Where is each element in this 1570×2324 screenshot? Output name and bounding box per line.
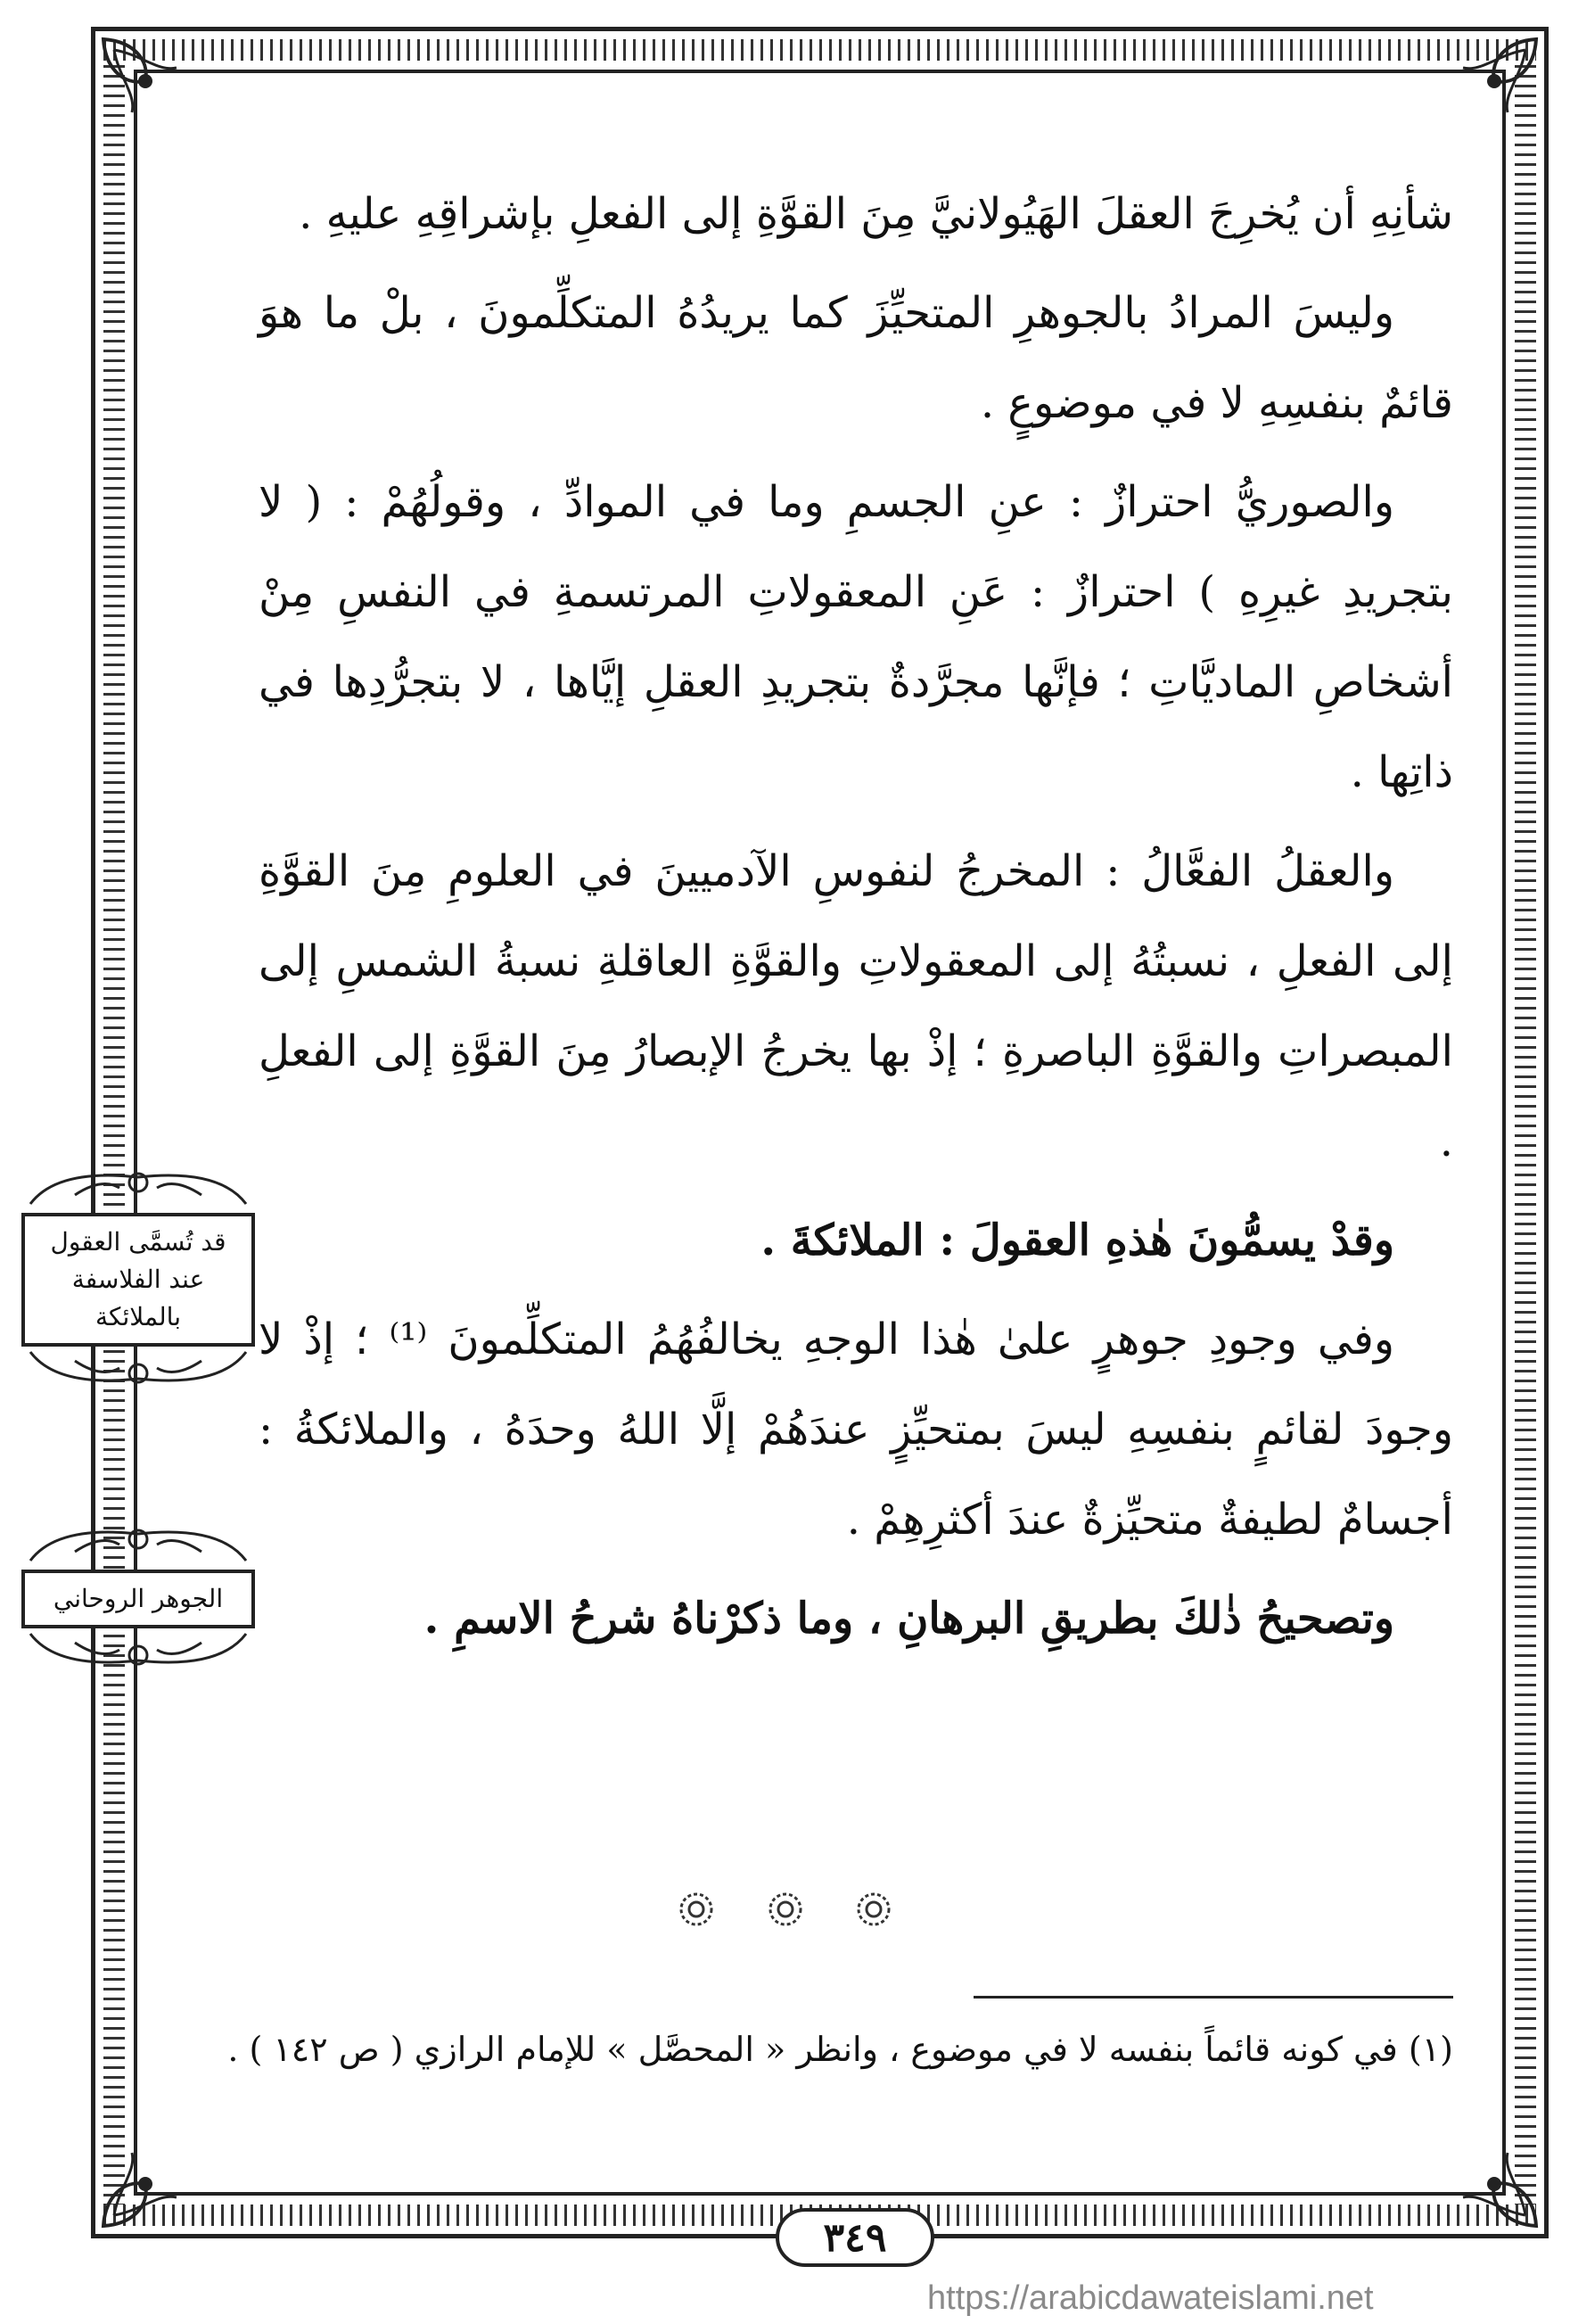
margin-note-text: الجوهر الروحاني <box>21 1570 255 1628</box>
paragraph: وتصحيحُ ذٰلكَ بطريقِ البرهانِ ، وما ذكرْناهُ شرحُ الاسمِ . <box>423 1594 1394 1644</box>
paragraph: والصوريُّ احترازٌ : عنِ الجسمِ وما في الموادِّ ، وقولُهُمْ : ( لا بتجريدِ غيرِهِ ) احترازٌ : عَنِ المعقولاتِ المرتسمةِ في النفسِ مِنْ أشخاصِ الماديَّاتِ ؛ فإنَّها مجرَّدةٌ بتجريدِ العقلِ إيَّاها ، لا بتجرُّدِها في ذاتِها . <box>259 477 1453 797</box>
section-divider <box>0 1891 1570 1928</box>
paragraph: وفي وجودِ جوهرٍ علىٰ هٰذا الوجهِ يخالفُهُمُ المتكلِّمونَ ⁽¹⁾ ؛ إذْ لا وجودَ لقائمٍ بنفسِهِ ليسَ بمتحيِّزٍ عندَهُمْ إلَّا اللهُ وحدَهُ ، والملائكةُ : أجسامٌ لطيفةٌ متحيِّزةٌ عندَ أكثرِهِمْ . <box>259 1314 1453 1545</box>
footnote-rule <box>974 1996 1453 1998</box>
paragraph: والعقلُ الفعَّالُ : المخرجُ لنفوسِ الآدميينَ في العلومِ مِنَ القوَّةِ إلى الفعلِ ، نسبتُهُ إلى المعقولاتِ والقوَّةِ العاقلةِ نسبةُ الشمسِ إلى المبصراتِ والقوَّةِ الباصرةِ ؛ إذْ بها يخرجُ الإبصارُ مِنَ القوَّةِ إلى الفعلِ . <box>259 846 1453 1166</box>
flower-ornament-icon <box>855 1891 892 1928</box>
flower-ornament-icon <box>767 1891 804 1928</box>
paragraph: وقدْ يسمُّونَ هٰذهِ العقولَ : الملائكةَ . <box>760 1216 1394 1265</box>
footnote: (١) في كونه قائماً بنفسه لا في موضوع ، وانظر « المحصَّل » للإمام الرازي ( ص ١٤٢ ) . <box>227 2030 1453 2069</box>
corner-ornament-icon <box>1445 2135 1543 2233</box>
page-number: ٣٤٩ <box>776 2208 934 2267</box>
margin-cap-ornament-icon <box>21 1159 255 1209</box>
flower-ornament-icon <box>678 1891 715 1928</box>
corner-ornament-icon <box>96 2135 194 2233</box>
corner-ornament-icon <box>1445 32 1543 130</box>
margin-cap-ornament-icon <box>21 1516 255 1566</box>
main-text <box>259 169 1453 1673</box>
margin-note-text: قد تُسمَّى العقول عند الفلاسفة بالملائكة <box>21 1213 255 1347</box>
corner-ornament-icon <box>96 32 194 130</box>
margin-cap-ornament-icon <box>21 1347 255 1397</box>
margin-note <box>21 1159 255 1400</box>
paragraph: شأنِهِ أن يُخرِجَ العقلَ الهَيُولانيَّ مِنَ القوَّةِ إلى الفعلِ بإشراقِهِ عليهِ . <box>299 189 1453 239</box>
margin-note <box>21 1516 255 1682</box>
paragraph: وليسَ المرادُ بالجوهرِ المتحيِّزَ كما يريدُهُ المتكلِّمونَ ، بلْ ما هوَ قائمٌ بنفسِهِ لا في موضوعٍ . <box>259 288 1453 428</box>
margin-cap-ornament-icon <box>21 1628 255 1678</box>
source-url[interactable]: https://arabicdawateislami.net <box>927 2279 1374 2317</box>
